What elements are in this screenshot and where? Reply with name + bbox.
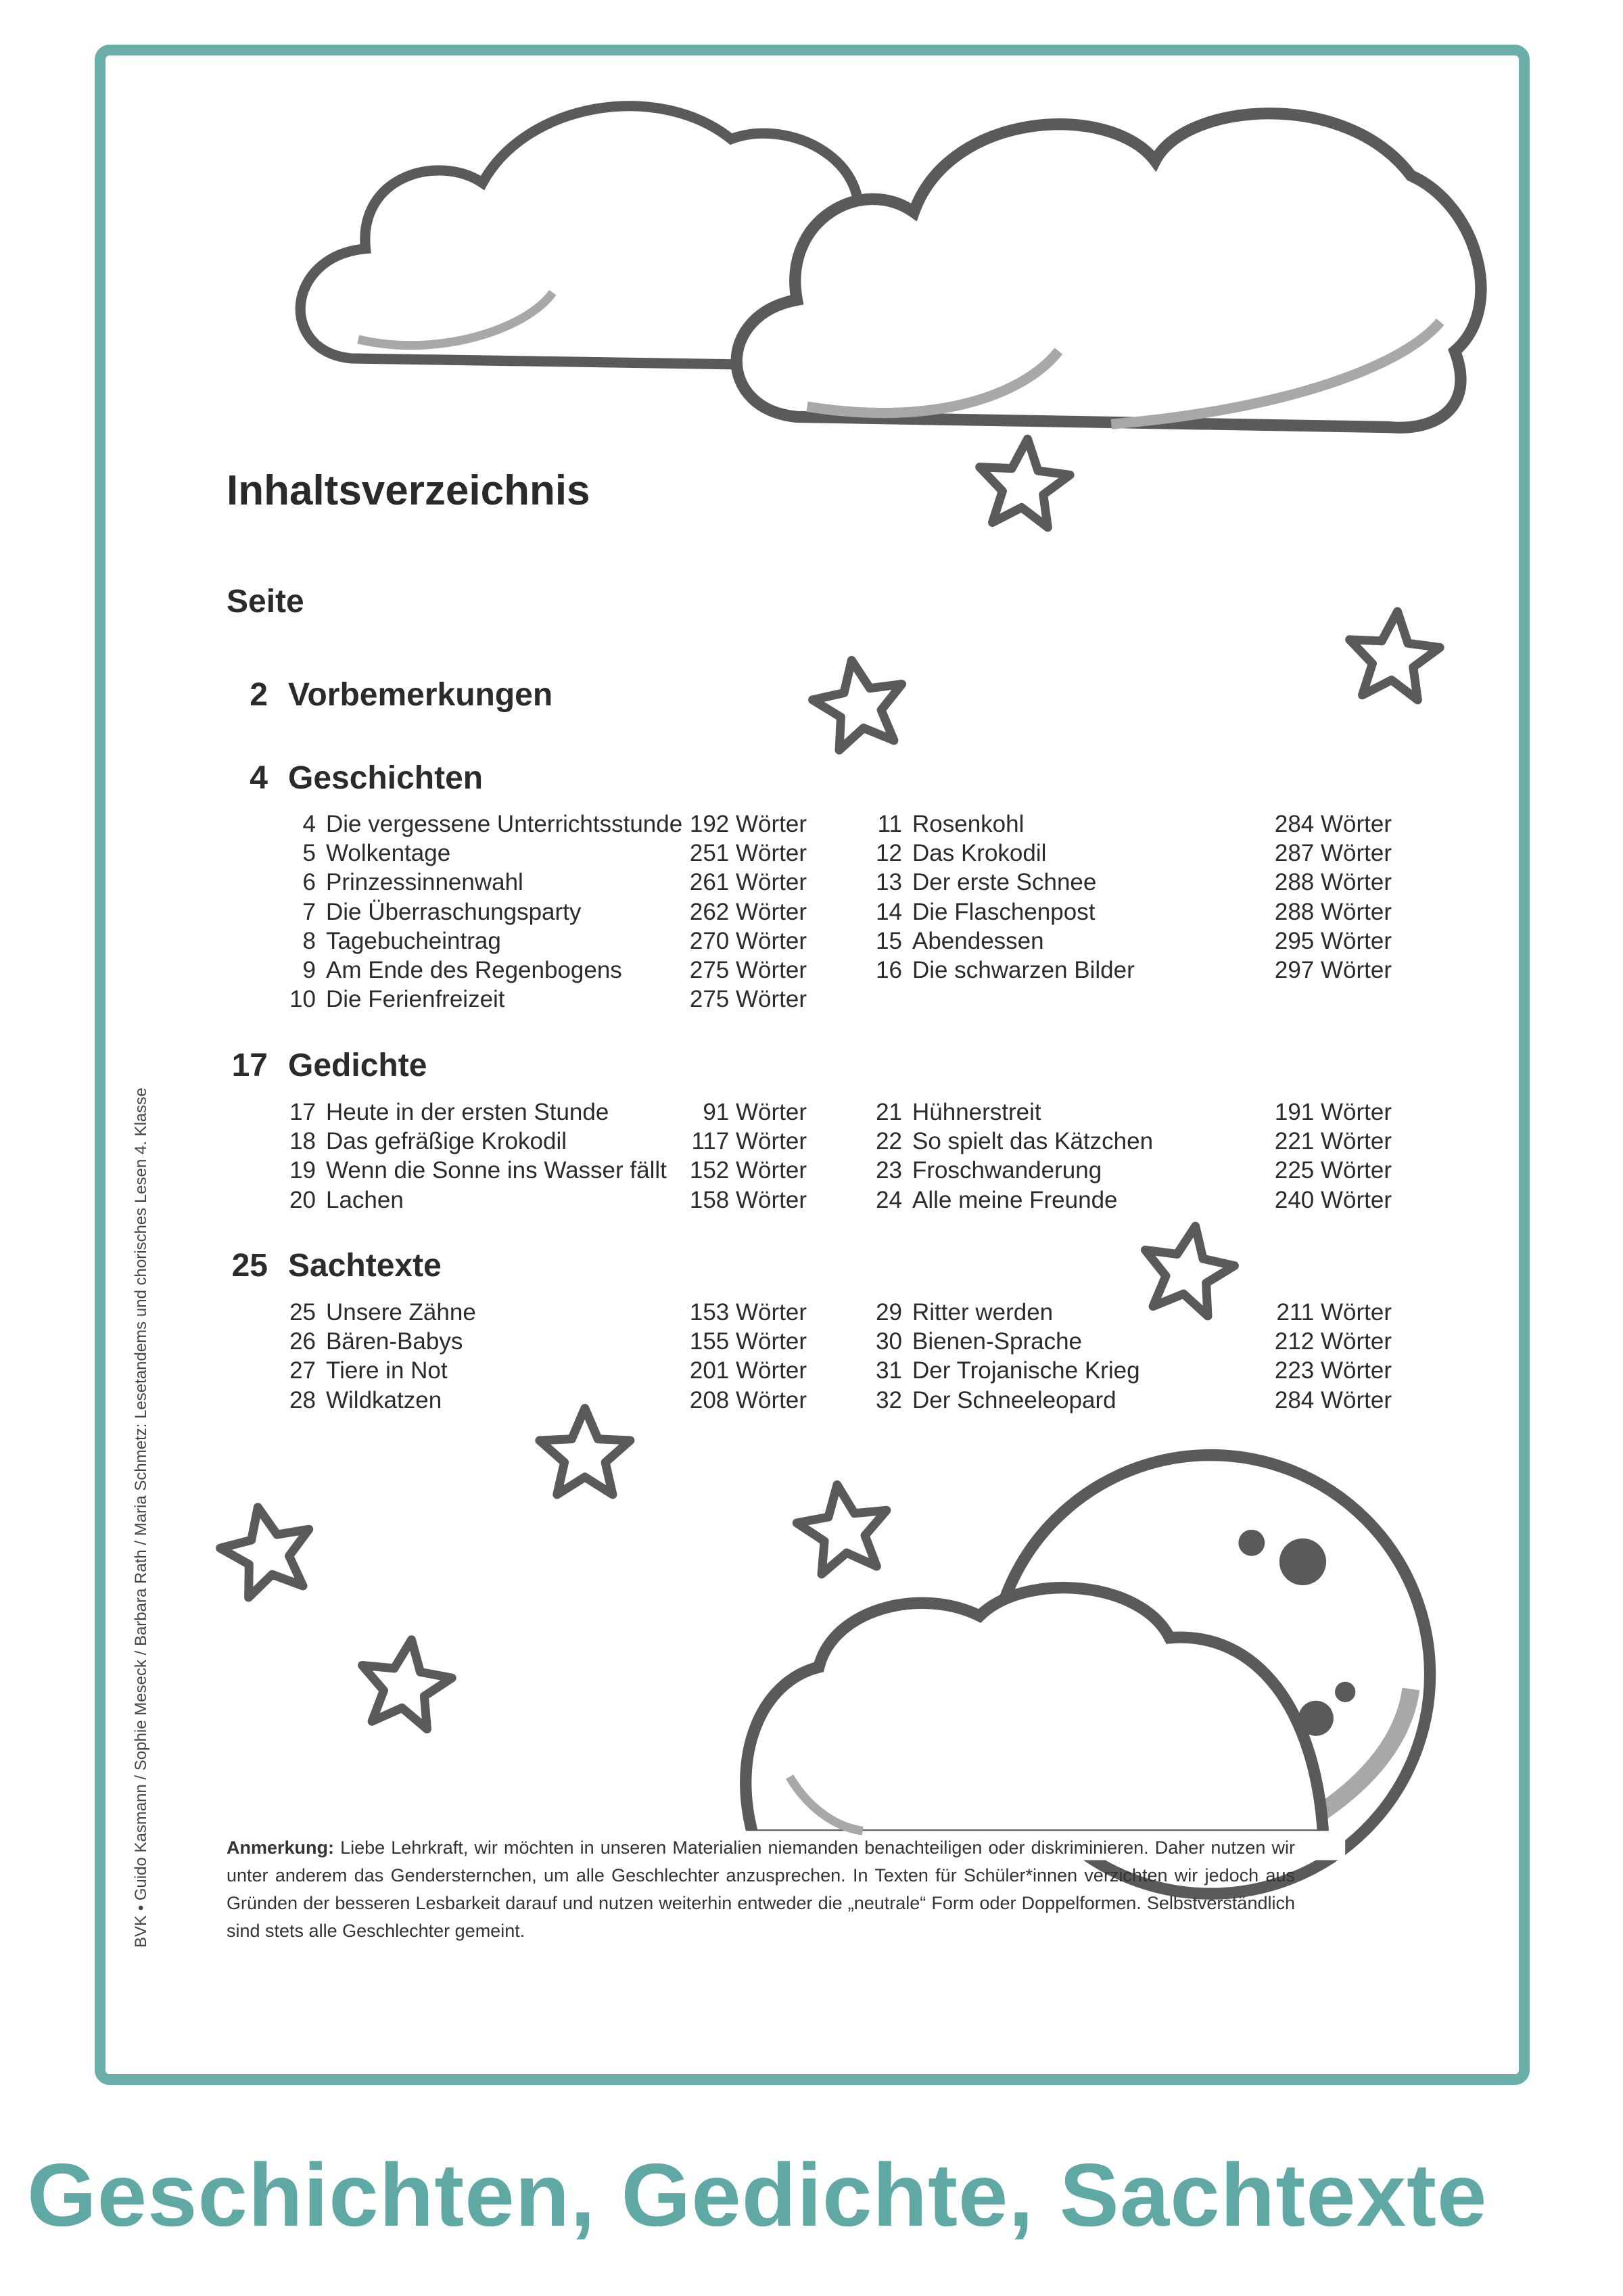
entry-title: Die vergessene Unterrichtsstunde bbox=[326, 811, 683, 837]
entry-word-count: 155 Wörter bbox=[689, 1328, 807, 1355]
entry-title: Der Schneeleopard bbox=[912, 1386, 1116, 1413]
cloud-top-right bbox=[736, 114, 1481, 428]
entry-page: 24 bbox=[876, 1186, 902, 1213]
entry-word-count: 284 Wörter bbox=[1274, 1386, 1392, 1413]
toc-entry bbox=[0, 1327, 1623, 1356]
entry-title: Am Ende des Regenbogens bbox=[326, 957, 622, 983]
entry-title: Unsere Zähne bbox=[326, 1299, 476, 1326]
side-credit: BVK • Guido Kasmann / Sophie Meseck / Barbara Rath / Maria Schmetz: Lesetandems und chorisches Lesen 4. Klasse bbox=[132, 1087, 150, 1948]
entry-word-count: 208 Wörter bbox=[689, 1386, 807, 1413]
toc-entry bbox=[0, 927, 1623, 956]
entry-word-count: 270 Wörter bbox=[689, 927, 807, 954]
entry-page: 17 bbox=[289, 1099, 316, 1125]
entry-title: So spielt das Kätzchen bbox=[912, 1128, 1154, 1155]
entry-word-count: 275 Wörter bbox=[689, 957, 807, 983]
entry-word-count: 91 Wörter bbox=[703, 1099, 807, 1125]
page-column-label: Seite bbox=[227, 584, 304, 619]
entry-word-count: 262 Wörter bbox=[689, 898, 807, 925]
entry-title: Die Überraschungsparty bbox=[326, 898, 582, 925]
toc-entry bbox=[0, 1356, 1623, 1385]
entry-title: Die schwarzen Bilder bbox=[912, 957, 1135, 983]
entry-title: Bären-Babys bbox=[326, 1328, 463, 1355]
entry-word-count: 288 Wörter bbox=[1274, 869, 1392, 896]
entry-title: Heute in der ersten Stunde bbox=[326, 1099, 609, 1125]
entry-word-count: 153 Wörter bbox=[689, 1299, 807, 1326]
entry-page: 14 bbox=[876, 898, 902, 925]
entry-page: 13 bbox=[876, 869, 902, 896]
entry-page: 30 bbox=[876, 1328, 902, 1355]
star-icon bbox=[540, 1408, 630, 1495]
entry-page: 7 bbox=[302, 898, 316, 925]
entry-title: Das Krokodil bbox=[912, 840, 1047, 867]
star-icon bbox=[975, 435, 1073, 529]
section-title: Vorbemerkungen bbox=[288, 677, 553, 713]
entry-title: Der erste Schnee bbox=[912, 869, 1097, 896]
entry-title: Tagebucheintrag bbox=[326, 927, 501, 954]
entry-page: 5 bbox=[302, 840, 316, 867]
entry-word-count: 225 Wörter bbox=[1274, 1157, 1392, 1184]
toc-entry bbox=[0, 897, 1623, 927]
toc-entry bbox=[0, 810, 1623, 839]
entry-page: 4 bbox=[302, 811, 316, 837]
entry-word-count: 275 Wörter bbox=[689, 986, 807, 1013]
note-label: Anmerkung: bbox=[227, 1837, 335, 1858]
note-text: Liebe Lehrkraft, wir möchten in unseren Materialien niemanden benachteiligen oder diskriminieren. Daher nutzen wir unter anderem das Gendersternchen, um alle Geschlechter anzusprechen. In Texten für Schüler*innen verzichten wir jedoch aus Gründen der besseren Lesbarkeit darauf und nutzen weiterhin entweder die „neutrale“ Form oder Doppelformen. Selbstverständlich sind stets alle Geschlechter gemeint. bbox=[227, 1837, 1295, 1941]
entry-word-count: 117 Wörter bbox=[691, 1128, 807, 1155]
entry-word-count: 284 Wörter bbox=[1274, 811, 1392, 837]
entry-title: Das gefräßige Krokodil bbox=[326, 1128, 567, 1155]
entry-word-count: 251 Wörter bbox=[689, 840, 807, 867]
entry-word-count: 211 Wörter bbox=[1276, 1299, 1392, 1326]
entry-page: 26 bbox=[289, 1328, 316, 1355]
section-title: Geschichten bbox=[288, 760, 484, 796]
toc-entry bbox=[0, 1298, 1623, 1327]
entry-page: 22 bbox=[876, 1128, 902, 1155]
entry-word-count: 287 Wörter bbox=[1274, 840, 1392, 867]
entry-title: Abendessen bbox=[912, 927, 1044, 954]
entry-page: 28 bbox=[289, 1386, 316, 1413]
star-icon bbox=[793, 1478, 895, 1576]
entry-title: Tiere in Not bbox=[326, 1357, 448, 1384]
entry-word-count: 191 Wörter bbox=[1274, 1099, 1392, 1125]
entry-title: Die Ferienfreizeit bbox=[326, 986, 505, 1013]
star-icon bbox=[1345, 607, 1443, 701]
entry-word-count: 201 Wörter bbox=[689, 1357, 807, 1384]
entry-page: 16 bbox=[876, 957, 902, 983]
entry-page: 29 bbox=[876, 1299, 902, 1326]
entry-page: 21 bbox=[876, 1099, 902, 1125]
star-icon bbox=[354, 1633, 456, 1731]
entry-word-count: 158 Wörter bbox=[689, 1186, 807, 1213]
entry-page: 8 bbox=[302, 927, 316, 954]
star-icon bbox=[214, 1498, 321, 1601]
bottom-title: Geschichten, Gedichte, Sachtexte bbox=[27, 2145, 1488, 2245]
entry-word-count: 223 Wörter bbox=[1274, 1357, 1392, 1384]
entry-title: Der Trojanische Krieg bbox=[912, 1357, 1140, 1384]
entry-title: Hühnerstreit bbox=[912, 1099, 1041, 1125]
toc-entry bbox=[0, 1098, 1623, 1127]
entry-page: 9 bbox=[302, 957, 316, 983]
entry-page: 31 bbox=[876, 1357, 902, 1384]
entry-word-count: 288 Wörter bbox=[1274, 898, 1392, 925]
page-title: Inhaltsverzeichnis bbox=[227, 467, 590, 514]
entry-title: Alle meine Freunde bbox=[912, 1186, 1118, 1213]
toc-entry bbox=[0, 985, 1623, 1014]
section-page: 2 bbox=[250, 677, 268, 713]
section-title: Gedichte bbox=[288, 1048, 427, 1083]
entry-page: 27 bbox=[289, 1357, 316, 1384]
toc-entry bbox=[0, 1156, 1623, 1185]
entry-page: 23 bbox=[876, 1157, 902, 1184]
note bbox=[227, 1834, 1295, 1945]
section-page: 25 bbox=[231, 1248, 268, 1284]
entry-page: 10 bbox=[289, 986, 316, 1013]
entry-word-count: 295 Wörter bbox=[1274, 927, 1392, 954]
entry-word-count: 240 Wörter bbox=[1274, 1186, 1392, 1213]
toc-entry bbox=[0, 868, 1623, 897]
entry-page: 25 bbox=[289, 1299, 316, 1326]
entry-word-count: 152 Wörter bbox=[689, 1157, 807, 1184]
entry-title: Die Flaschenpost bbox=[912, 898, 1096, 925]
section-title: Sachtexte bbox=[288, 1248, 442, 1284]
entry-word-count: 297 Wörter bbox=[1274, 957, 1392, 983]
star-icon bbox=[807, 653, 911, 753]
entry-title: Wolkentage bbox=[326, 840, 451, 867]
entry-word-count: 221 Wörter bbox=[1274, 1128, 1392, 1155]
entry-title: Wenn die Sonne ins Wasser fällt bbox=[326, 1157, 667, 1184]
entry-title: Wildkatzen bbox=[326, 1386, 442, 1413]
entry-page: 32 bbox=[876, 1386, 902, 1413]
entry-title: Rosenkohl bbox=[912, 811, 1025, 837]
entry-page: 11 bbox=[877, 811, 902, 837]
entry-page: 6 bbox=[302, 869, 316, 896]
entry-word-count: 212 Wörter bbox=[1274, 1328, 1392, 1355]
entry-page: 12 bbox=[876, 840, 902, 867]
toc-entry bbox=[0, 839, 1623, 868]
section-page: 4 bbox=[250, 760, 268, 796]
entry-title: Bienen-Sprache bbox=[912, 1328, 1082, 1355]
toc-entry bbox=[0, 1127, 1623, 1156]
entry-title: Froschwanderung bbox=[912, 1157, 1102, 1184]
entry-page: 15 bbox=[876, 927, 902, 954]
entry-page: 20 bbox=[289, 1186, 316, 1213]
toc-entry bbox=[0, 956, 1623, 985]
section-page: 17 bbox=[231, 1048, 268, 1083]
entry-title: Prinzessinnenwahl bbox=[326, 869, 523, 896]
entry-title: Lachen bbox=[326, 1186, 404, 1213]
toc-entry bbox=[0, 1186, 1623, 1215]
entry-page: 18 bbox=[289, 1128, 316, 1155]
toc-entry bbox=[0, 1386, 1623, 1415]
entry-word-count: 192 Wörter bbox=[689, 811, 807, 837]
entry-word-count: 261 Wörter bbox=[689, 869, 807, 896]
entry-page: 19 bbox=[289, 1157, 316, 1184]
entry-title: Ritter werden bbox=[912, 1299, 1054, 1326]
